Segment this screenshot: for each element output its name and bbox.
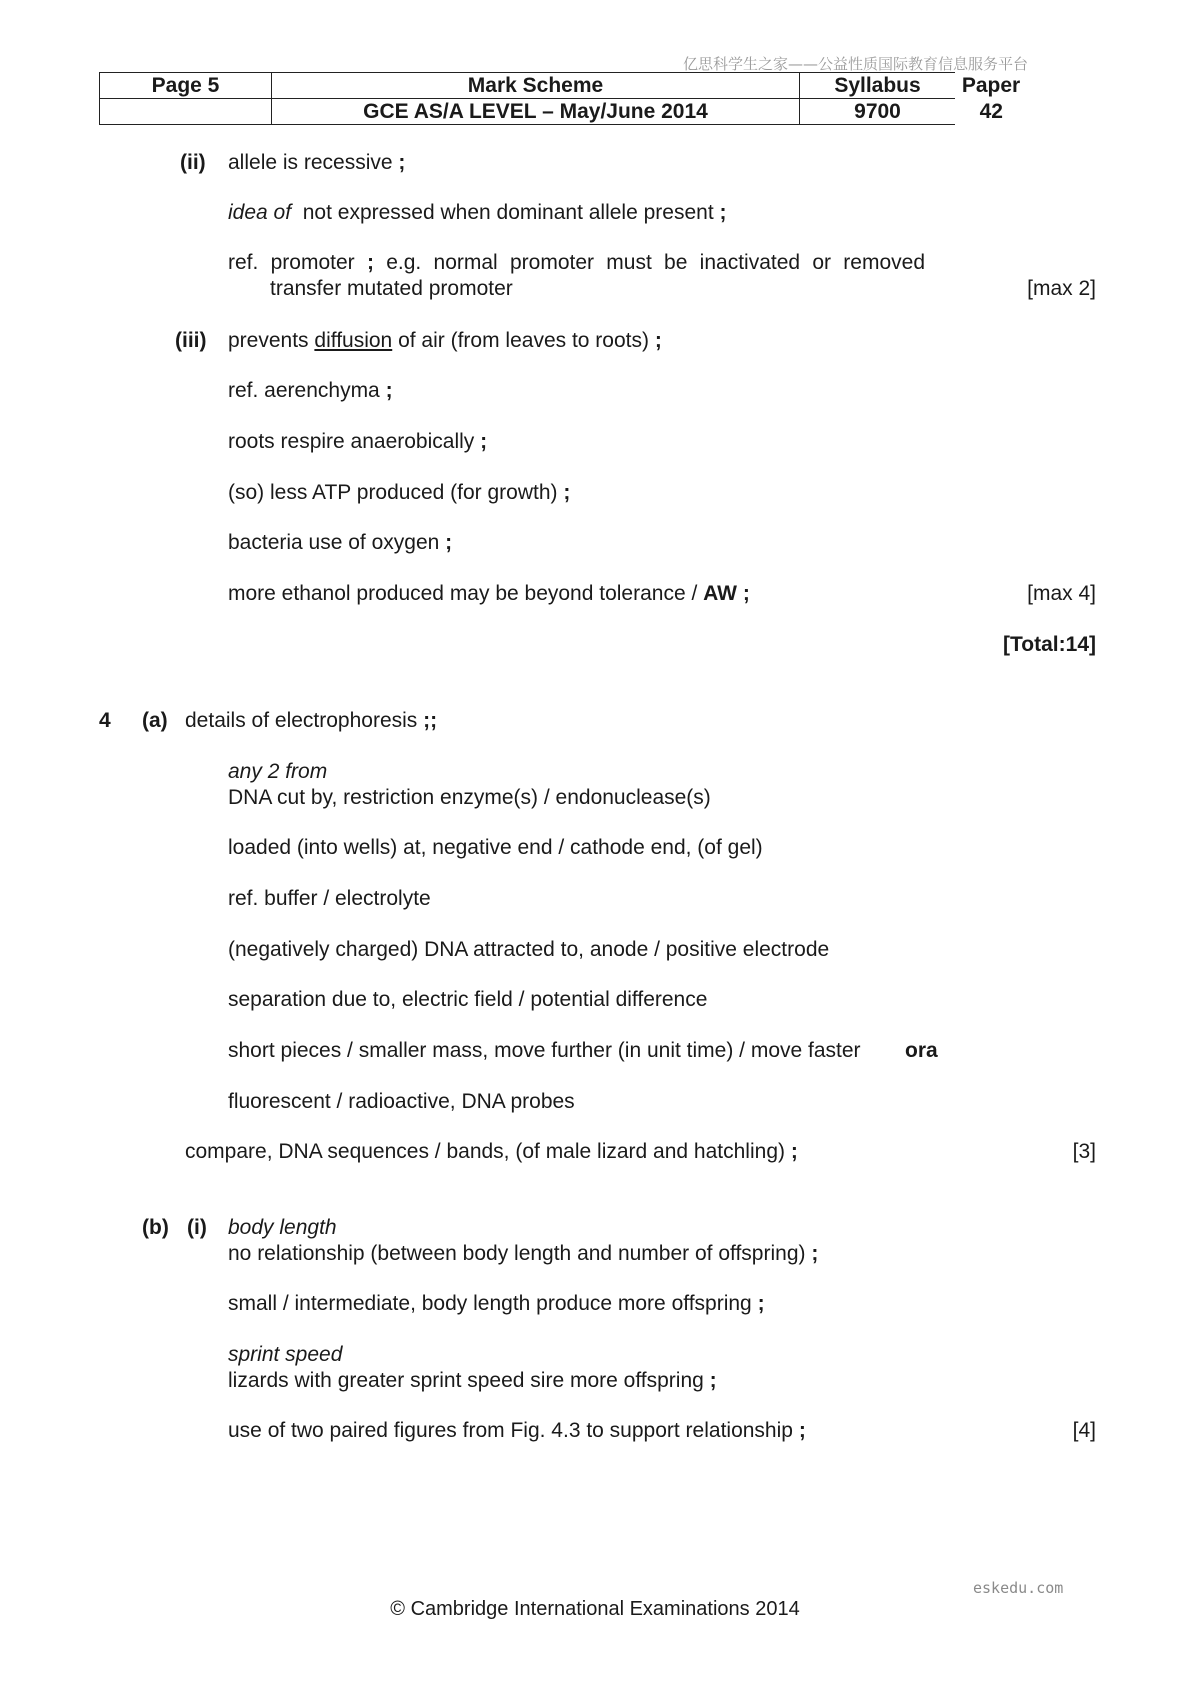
iii-line4: (so) less ATP produced (for growth) ; xyxy=(228,481,571,504)
4a-mark: [3] xyxy=(1072,1140,1096,1163)
ii-line3a: ref. promoter xyxy=(228,251,355,274)
4a-point2: loaded (into wells) at, negative end / cathode end, (of gel) xyxy=(228,836,763,859)
iii-line2: ref. aerenchyma ; xyxy=(228,379,393,402)
iii-line3: roots respire anaerobically ; xyxy=(228,430,488,453)
document-subtitle: GCE AS/A LEVEL – May/June 2014 xyxy=(272,99,800,125)
watermark-top: 亿思科学生之家——公益性质国际教育信息服务平台 xyxy=(683,55,1029,73)
ii-line3: ref. promoter ; e.g. normal promoter must be inactivated or removed xyxy=(228,251,925,274)
iii-line1-post: of air (from leaves to roots) xyxy=(398,329,649,352)
iii-line6-aw: AW xyxy=(703,582,737,605)
4a-point5: separation due to, electric field / potential difference xyxy=(228,988,708,1011)
q4-number: 4 xyxy=(99,709,111,732)
header-table xyxy=(99,72,1028,125)
q3-total: [Total:14] xyxy=(1003,633,1096,656)
syllabus-label: Syllabus xyxy=(800,73,956,99)
label-4b-i: (i) xyxy=(187,1216,207,1239)
4a-point6-ora: ora xyxy=(905,1039,938,1062)
4b-line3: lizards with greater sprint speed sire more offspring ; xyxy=(228,1369,717,1392)
document-title: Mark Scheme xyxy=(272,73,800,99)
ii-line1: allele is recessive ; xyxy=(228,151,406,174)
iii-line3-text: roots respire anaerobically xyxy=(228,430,475,453)
4a-compare: compare, DNA sequences / bands, (of male lizard and hatchling) ; xyxy=(185,1140,798,1163)
label-iii: (iii) xyxy=(175,329,207,352)
4b-mark: [4] xyxy=(1072,1419,1096,1442)
iii-line1-underlined: diffusion xyxy=(314,329,393,352)
4b-line4-text: use of two paired figures from Fig. 4.3 to support relationship xyxy=(228,1419,793,1442)
watermark-bottom: eskedu.com xyxy=(973,1579,1064,1597)
4a-point6: short pieces / smaller mass, move further (in unit time) / move faster xyxy=(228,1039,861,1062)
empty-cell xyxy=(100,99,272,125)
4b-line2: small / intermediate, body length produce more offspring ; xyxy=(228,1292,765,1315)
4a-line1-text: details of electrophoresis xyxy=(185,709,418,732)
ii-line3c: transfer mutated promoter xyxy=(270,277,513,300)
4a-point4: (negatively charged) DNA attracted to, anode / positive electrode xyxy=(228,938,830,961)
4b-line2-text: small / intermediate, body length produce more offspring xyxy=(228,1292,752,1315)
ii-line2-text: not expressed when dominant allele present xyxy=(302,201,714,224)
footer-copyright: © Cambridge International Examinations 2014 xyxy=(390,1598,800,1620)
iii-line1: prevents diffusion of air (from leaves to roots) ; xyxy=(228,329,662,352)
syllabus-code: 9700 xyxy=(800,99,956,125)
label-4a: (a) xyxy=(142,709,168,732)
iii-line2-text: ref. aerenchyma xyxy=(228,379,380,402)
iii-line4-text: (so) less ATP produced (for growth) xyxy=(228,481,558,504)
iii-mark: [max 4] xyxy=(1027,582,1096,605)
ii-line1-text: allele is recessive xyxy=(228,151,393,174)
label-ii: (ii) xyxy=(180,151,206,174)
paper-label: Paper xyxy=(961,73,1021,97)
4a-point1: DNA cut by, restriction enzyme(s) / endonuclease(s) xyxy=(228,786,711,809)
4b-heading-sprint-speed: sprint speed xyxy=(228,1343,343,1366)
ii-line3b: e.g. normal promoter must be inactivated or removed xyxy=(386,251,925,274)
iii-line5-text: bacteria use of oxygen xyxy=(228,531,440,554)
ii-mark: [max 2] xyxy=(1027,277,1096,300)
iii-line1-pre: prevents xyxy=(228,329,309,352)
4b-line1: no relationship (between body length and number of offspring) ; xyxy=(228,1242,819,1265)
iii-line6-text: more ethanol produced may be beyond tolerance xyxy=(228,582,686,605)
4a-any2: any 2 from xyxy=(228,760,328,783)
4a-line1: details of electrophoresis ;; xyxy=(185,709,438,732)
iii-line6: more ethanol produced may be beyond tolerance / AW ; xyxy=(228,582,750,605)
4b-line4: use of two paired figures from Fig. 4.3 to support relationship ; xyxy=(228,1419,806,1442)
4a-point7: fluorescent / radioactive, DNA probes xyxy=(228,1090,575,1113)
label-4b: (b) xyxy=(142,1216,169,1239)
4b-heading-body-length: body length xyxy=(228,1216,337,1239)
ii-line2: idea of not expressed when dominant allele present ; xyxy=(228,201,727,224)
4a-point3: ref. buffer / electrolyte xyxy=(228,887,431,910)
page-number: Page 5 xyxy=(100,73,272,99)
ii-line2-italic: idea of xyxy=(228,201,292,224)
4b-line3-text: lizards with greater sprint speed sire more offspring xyxy=(228,1369,704,1392)
4a-compare-text: compare, DNA sequences / bands, (of male lizard and hatchling) xyxy=(185,1140,785,1163)
iii-line5: bacteria use of oxygen ; xyxy=(228,531,453,554)
paper-number: 42 xyxy=(979,99,1003,123)
4b-line1-text: no relationship (between body length and number of offspring) xyxy=(228,1242,806,1265)
